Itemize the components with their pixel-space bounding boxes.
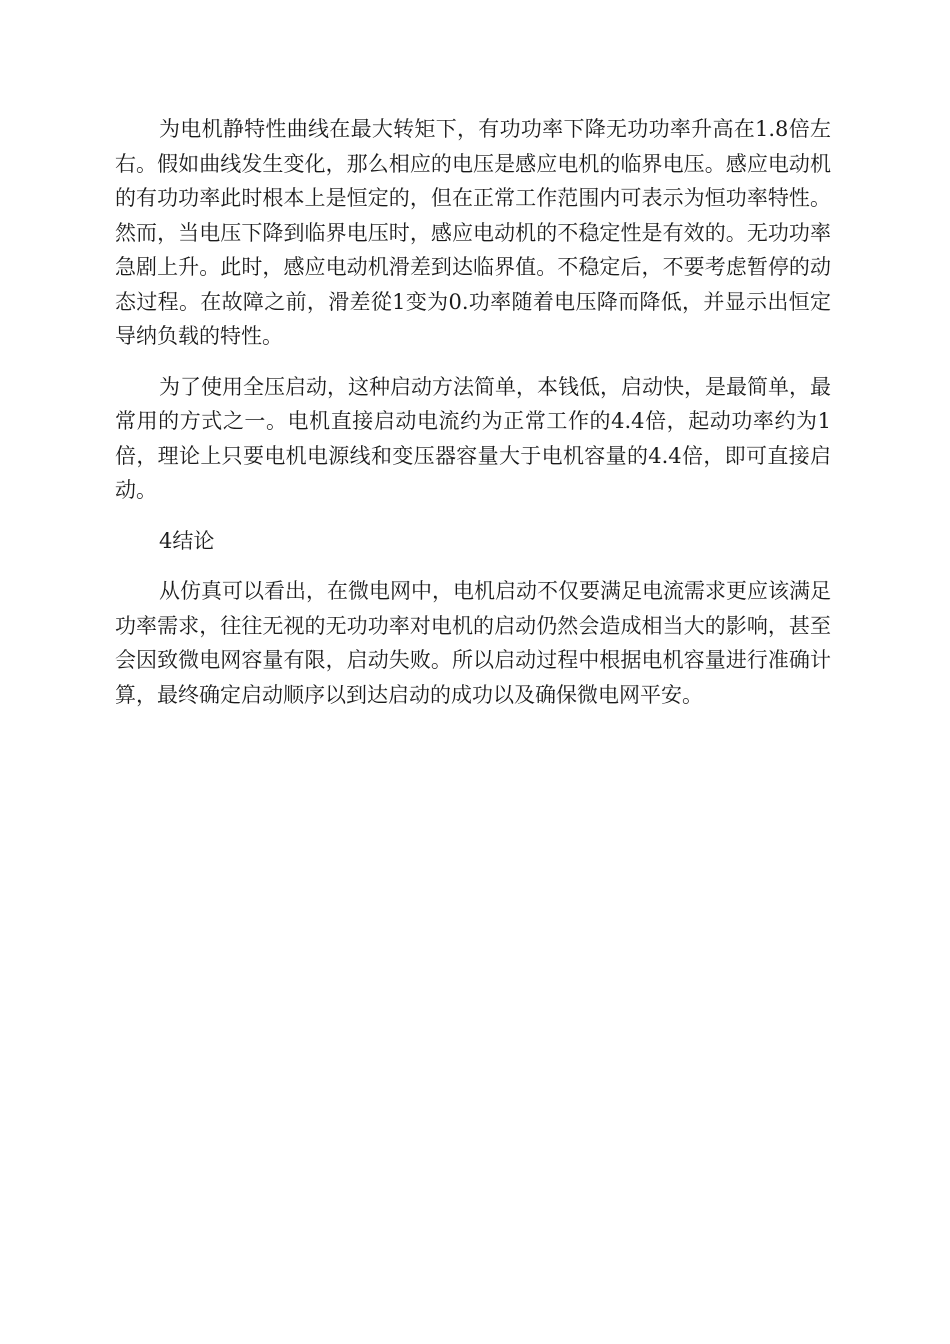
paragraph-full-voltage-start: 为了使用全压启动，这种启动方法简单，本钱低，启动快，是最简单，最常用的方式之一。电机直接启动电流约为正常工作的4.4倍，起动功率约为1倍，理论上只要电机电源线和变压器容量大于电机容量的4.4倍，即可直接启动。 — [115, 374, 831, 502]
paragraph-motor-static-characteristics: 为电机静特性曲线在最大转矩下，有功功率下降无功功率升高在1.8倍左右。假如曲线发生变化，那么相应的电压是感应电机的临界电压。感应电动机的有功功率此时根本上是恒定的，但在正常工作范围内可表示为恒功率特性。然而，当电压下降到临界电压时，感应电动机的不稳定性是有效的。无功功率急剧上升。此时，感应电动机滑差到达临界值。不稳定后，不要考虑暂停的动态过程。在故障之前，滑差從1变为0.功率随着电压降而降低，并显示出恒定导纳负载的特性。 — [115, 117, 831, 348]
paragraph-conclusion: 从仿真可以看出，在微电网中，电机启动不仅要满足电流需求更应该满足功率需求，往往无视的无功功率对电机的启动仍然会造成相当大的影响，甚至会因致微电网容量有限，启动失败。所以启动过程中根据电机容量进行准确计算，最终确定启动顺序以到达启动的成功以及确保微电网平安。 — [115, 579, 831, 707]
section-heading-conclusion: 4结论 — [159, 528, 215, 553]
document-body — [115, 112, 831, 728]
